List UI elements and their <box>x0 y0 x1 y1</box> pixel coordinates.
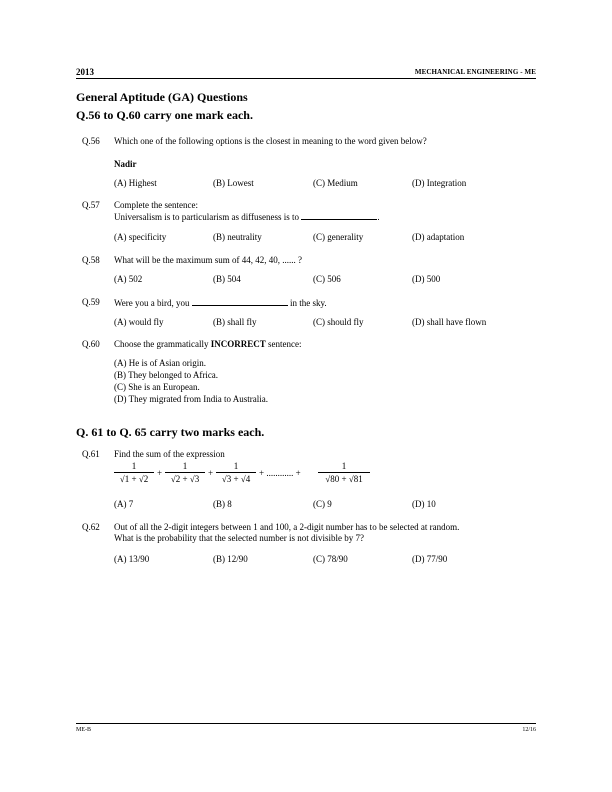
q61-fraction-2-denominator: √2 + √3 <box>170 474 200 484</box>
q61-fraction-1-denominator: √1 + √2 <box>119 474 149 484</box>
q57-option-a: (A) specificity <box>114 232 167 242</box>
q58-number: Q.58 <box>82 255 100 265</box>
q58-option-a: (A) 502 <box>114 274 143 284</box>
q58-option-c: (C) 506 <box>313 274 341 284</box>
q61-option-d: (D) 10 <box>412 499 436 509</box>
q57-line2-end: . <box>377 212 380 222</box>
q59-option-b: (B) shall fly <box>213 317 257 327</box>
q61-plus-2: + <box>208 468 214 478</box>
q61-ellipsis: + ............ + <box>259 468 301 478</box>
q58-option-d: (D) 500 <box>412 274 441 284</box>
q57-option-d: (D) adaptation <box>412 232 465 242</box>
footer-page-number: 12/16 <box>522 727 536 733</box>
q57-line2-text: Universalism is to particularism as diffuseness is to <box>114 212 300 222</box>
q57-line1: Complete the sentence: <box>114 200 198 210</box>
header-rule <box>76 78 536 79</box>
q62-line2: What is the probability that the selected number is not divisible by 7? <box>114 533 364 543</box>
q62-number: Q.62 <box>82 522 100 532</box>
q57-option-b: (B) neutrality <box>213 232 262 242</box>
q60-option-b: (B) They belonged to Africa. <box>114 370 219 380</box>
section-title-ga: General Aptitude (GA) Questions <box>76 90 248 104</box>
q61-fraction-3-denominator: √3 + √4 <box>221 474 251 484</box>
q59-text <box>114 297 327 308</box>
q56-text: Which one of the following options is the closest in meaning to the word given below? <box>114 136 427 146</box>
q60-option-a: (A) He is of Asian origin. <box>114 358 206 368</box>
q57-number: Q.57 <box>82 200 100 210</box>
q61-fraction-4 <box>318 461 370 487</box>
q59-number: Q.59 <box>82 297 100 307</box>
section-subtitle-one-mark: Q.56 to Q.60 carry one mark each. <box>76 108 253 122</box>
q56-word: Nadir <box>114 159 137 169</box>
footer-rule <box>76 723 536 724</box>
q57-line2 <box>114 211 380 222</box>
q58-text: What will be the maximum sum of 44, 42, 40, ...... ? <box>114 255 302 265</box>
q62-option-a: (A) 13/90 <box>114 554 150 564</box>
q61-option-c: (C) 9 <box>313 499 332 509</box>
q62-option-d: (D) 77/90 <box>412 554 448 564</box>
q61-fraction-2 <box>165 461 205 487</box>
header-year: 2013 <box>76 67 94 77</box>
q61-option-a: (A) 7 <box>114 499 134 509</box>
q56-option-a: (A) Highest <box>114 178 157 188</box>
q62-line1: Out of all the 2-digit integers between 1 and 100, a 2-digit number has to be selected at random. <box>114 522 460 532</box>
q58-option-b: (B) 504 <box>213 274 241 284</box>
q61-fraction-4-bar <box>318 472 370 473</box>
q59-blank <box>192 297 288 306</box>
footer-paper-code: ME-B <box>76 727 91 733</box>
q56-option-c: (C) Medium <box>313 178 358 188</box>
q61-fraction-1-numerator: 1 <box>131 461 137 471</box>
q61-fraction-1-bar <box>114 472 154 473</box>
q60-option-d: (D) They migrated from India to Australia. <box>114 394 269 404</box>
q62-option-b: (B) 12/90 <box>213 554 248 564</box>
q60-option-c: (C) She is an European. <box>114 382 200 392</box>
q61-fraction-4-denominator: √80 + √81 <box>325 474 363 484</box>
q61-number: Q.61 <box>82 449 100 459</box>
q60-text-bold: INCORRECT <box>210 339 266 349</box>
q60-text <box>114 339 301 349</box>
q61-option-b: (B) 8 <box>213 499 232 509</box>
q59-option-d: (D) shall have flown <box>412 317 487 327</box>
q59-option-c: (C) should fly <box>313 317 364 327</box>
q61-fraction-4-numerator: 1 <box>341 461 347 471</box>
q60-number: Q.60 <box>82 339 100 349</box>
q57-blank <box>301 211 380 222</box>
q60-text-b: sentence: <box>268 339 302 349</box>
q56-option-d: (D) Integration <box>412 178 467 188</box>
q61-fraction-2-bar <box>165 472 205 473</box>
q56-number: Q.56 <box>82 136 100 146</box>
q56-option-b: (B) Lowest <box>213 178 254 188</box>
q61-text: Find the sum of the expression <box>114 449 225 459</box>
q61-fraction-1 <box>114 461 154 487</box>
q59-text-b: in the sky. <box>290 298 327 308</box>
q61-fraction-2-numerator: 1 <box>182 461 188 471</box>
q61-plus-1: + <box>157 468 163 478</box>
q61-fraction-3-bar <box>216 472 256 473</box>
header-subject: MECHANICAL ENGINEERING - ME <box>414 68 536 76</box>
q60-text-a: Choose the grammatically <box>114 339 209 349</box>
q62-option-c: (C) 78/90 <box>313 554 348 564</box>
q57-option-c: (C) generality <box>313 232 364 242</box>
q61-fraction-3-numerator: 1 <box>233 461 239 471</box>
section-title-two-marks: Q. 61 to Q. 65 carry two marks each. <box>76 425 265 439</box>
q59-text-a: Were you a bird, you <box>114 298 190 308</box>
q61-fraction-3 <box>216 461 256 487</box>
q59-option-a: (A) would fly <box>114 317 164 327</box>
